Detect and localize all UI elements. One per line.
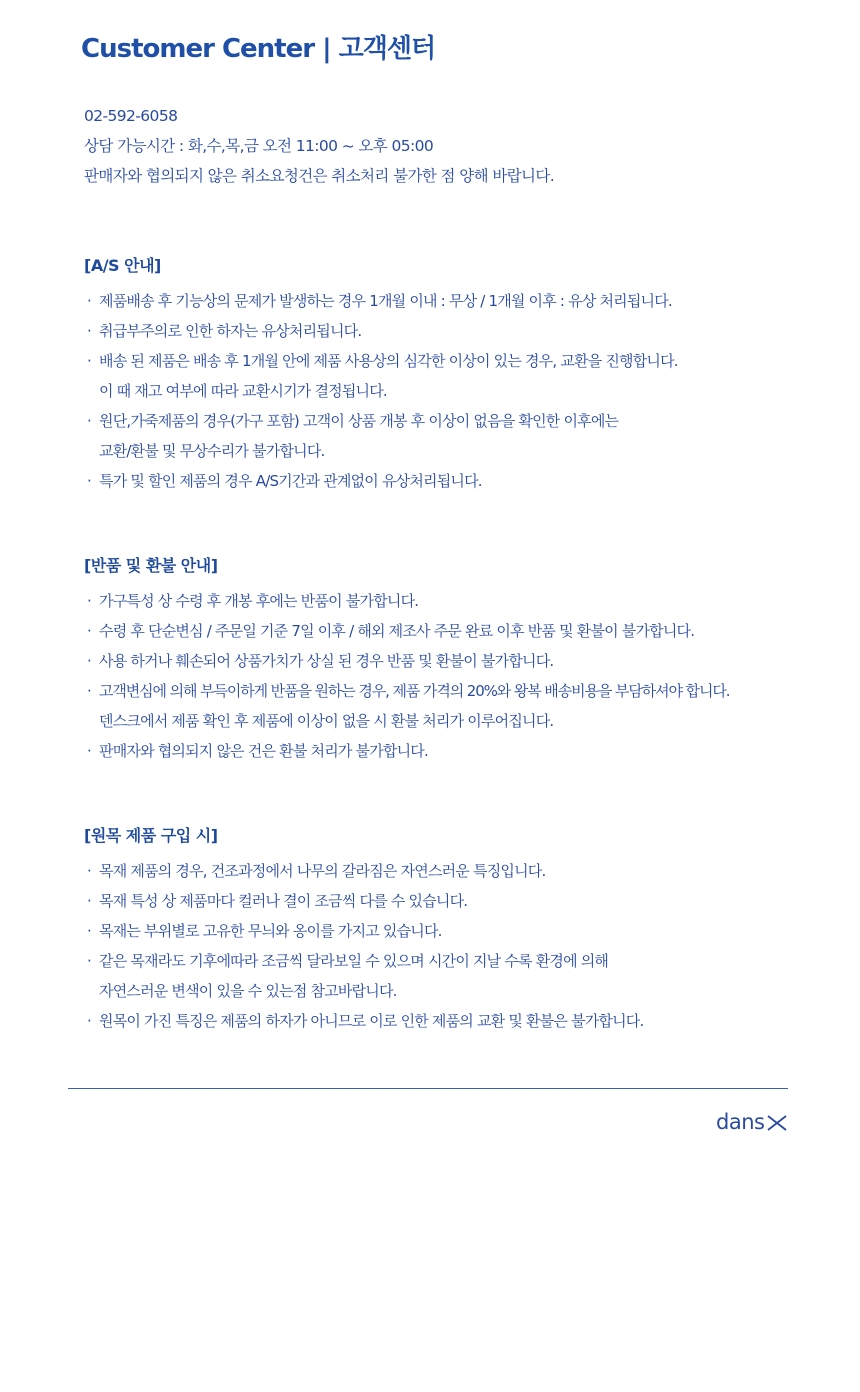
page-title: Customer Center | 고객센터	[81, 34, 436, 64]
list-item	[84, 856, 643, 886]
svg-text:dans: dans	[716, 1110, 765, 1134]
bullet-icon: ·	[87, 652, 92, 670]
bullet-icon: ·	[87, 892, 92, 910]
list-item-text: 가구특성 상 수령 후 개봉 후에는 반품이 불가합니다.	[99, 592, 419, 610]
bullet-icon: ·	[87, 292, 92, 310]
list-item-text: 특가 및 할인 제품의 경우 A/S기간과 관계없이 유상처리됩니다.	[99, 472, 482, 490]
bullet-icon: ·	[87, 862, 92, 880]
phone-number: 02-592-6058	[84, 107, 178, 125]
list-item-text: 같은 목재라도 기후에따라 조금씩 달라보일 수 있으며 시간이 지날 수록 환경에 의해	[99, 952, 609, 970]
list-item-text: 자연스러운 변색이 있을 수 있는점 참고바랍니다.	[99, 982, 397, 1000]
list-item-text: 목재 제품의 경우, 건조과정에서 나무의 갈라짐은 자연스러운 특징입니다.	[99, 862, 546, 880]
list-item-text: 수령 후 단순변심 / 주문일 기준 7일 이후 / 해외 제조사 주문 완료 이후 반품 및 환불이 불가합니다.	[99, 622, 695, 640]
bullet-icon: ·	[87, 922, 92, 940]
cancel-notice: 판매자와 협의되지 않은 취소요청건은 취소처리 불가한 점 양해 바랍니다.	[84, 167, 555, 185]
bullet-icon: ·	[87, 742, 92, 760]
footer-divider	[68, 1088, 788, 1089]
list-item	[84, 1006, 643, 1036]
list-item-text: 제품배송 후 기능상의 문제가 발생하는 경우 1개월 이내 : 무상 / 1개월 이후 : 유상 처리됩니다.	[99, 292, 672, 310]
list-item-text: 목재 특성 상 제품마다 컬러나 결이 조금씩 다를 수 있습니다.	[99, 892, 468, 910]
consult-hours: 상담 가능시간 : 화,수,목,금 오전 11:00 ~ 오후 05:00	[84, 137, 434, 155]
bullet-icon: ·	[87, 352, 92, 370]
refund-section-title: [반품 및 환불 안내]	[84, 556, 218, 575]
dansk-logo	[716, 1106, 790, 1136]
bullet-icon: ·	[87, 622, 92, 640]
list-item-text: 배송 된 제품은 배송 후 1개월 안에 제품 사용상의 심각한 이상이 있는 경우, 교환을 진행합니다.	[99, 352, 678, 370]
list-item	[84, 586, 729, 616]
list-item	[84, 736, 729, 766]
list-item-text: 목재는 부위별로 고유한 무늬와 옹이를 가지고 있습니다.	[99, 922, 442, 940]
contact-info	[84, 101, 554, 191]
list-item-text: 고객변심에 의해 부득이하게 반품을 원하는 경우, 제품 가격의 20%와 왕복 배송비용을 부담하셔야 합니다.	[99, 682, 730, 700]
list-item-text: 사용 하거나 훼손되어 상품가치가 상실 된 경우 반품 및 환불이 불가합니다.	[99, 652, 554, 670]
list-item	[84, 646, 729, 676]
as-section	[84, 251, 678, 496]
list-item	[84, 286, 678, 316]
list-item	[84, 316, 678, 346]
list-item-text: 원단,가죽제품의 경우(가구 포함) 고객이 상품 개봉 후 이상이 없음을 확인한 이후에는	[99, 412, 619, 430]
list-item	[84, 886, 643, 916]
list-item-text: 덴스크에서 제품 확인 후 제품에 이상이 없을 시 환불 처리가 이루어집니다.	[99, 712, 554, 730]
wood-section-title: [원목 제품 구입 시]	[84, 826, 218, 845]
bullet-icon: ·	[87, 592, 92, 610]
list-item	[84, 916, 643, 946]
bullet-icon: ·	[87, 1012, 92, 1030]
list-item-text: 판매자와 협의되지 않은 건은 환불 처리가 불가합니다.	[99, 742, 428, 760]
list-item	[84, 676, 729, 736]
list-item-text: 취급부주의로 인한 하자는 유상처리됩니다.	[99, 322, 362, 340]
bullet-icon: ·	[87, 322, 92, 340]
bullet-icon: ·	[87, 472, 92, 490]
list-item-text: 교환/환불 및 무상수리가 불가합니다.	[99, 442, 325, 460]
list-item	[84, 346, 678, 406]
list-item-text: 원목이 가진 특징은 제품의 하자가 아니므로 이로 인한 제품의 교환 및 환불은 불가합니다.	[99, 1012, 644, 1030]
wood-section	[84, 821, 643, 1036]
refund-section	[84, 551, 729, 766]
list-item	[84, 466, 678, 496]
as-section-title: [A/S 안내]	[84, 256, 161, 275]
list-item	[84, 946, 643, 1006]
list-item-text: 이 때 재고 여부에 따라 교환시기가 결정됩니다.	[99, 382, 387, 400]
list-item	[84, 616, 729, 646]
bullet-icon: ·	[87, 682, 92, 700]
bullet-icon: ·	[87, 952, 92, 970]
bullet-icon: ·	[87, 412, 92, 430]
list-item	[84, 406, 678, 466]
